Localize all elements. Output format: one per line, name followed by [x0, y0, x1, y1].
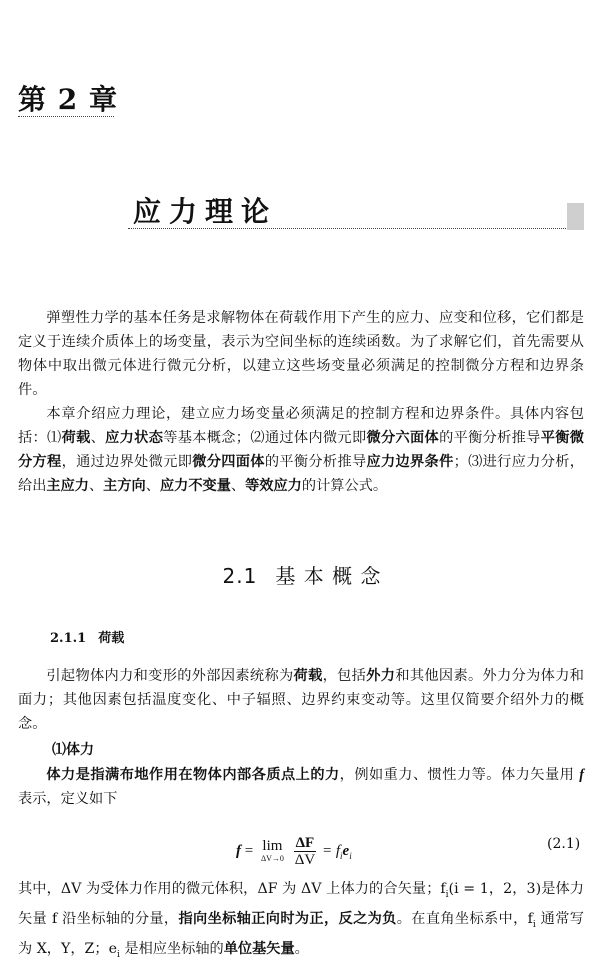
text: 、 [145, 478, 160, 494]
explain-paragraph [18, 877, 584, 966]
item-body-force: ⑴体力 [52, 742, 94, 758]
text: 的平衡分析推导 [439, 430, 541, 446]
term-equilibrium-equations: 平衡微分方程 [18, 430, 584, 470]
intro-paragraph-1: 弹塑性力学的基本任务是求解物体在荷载作用下产生的应力、应变和位移，它们都是定义于连续介质体上的场变量，表示为空间坐标的连续函数。为了求解它们，首先需要从物体中取出微元体进行微元分析，以建立这些场变量必须满足的控制微分方程和边界条件。 [18, 310, 584, 398]
body-force-text [18, 763, 584, 811]
text: 本章介绍应力理论，建立应力场变量必须满足的控制方程和边界条件。具体内容包括：⑴ [18, 406, 584, 446]
term-load: 荷载 [61, 430, 91, 446]
sub: i [116, 949, 120, 960]
sub: i [532, 919, 536, 930]
explain-text [18, 877, 584, 966]
text: 其中，ΔV 为受体力作用的微元体积，ΔF 为 ΔV 上体力的合矢量；f [18, 881, 446, 897]
body-force-definition: 体力是指满布地作用在物体内部各质点上的力 [46, 767, 340, 783]
title-rule [128, 228, 576, 229]
text: 和其他因素。外力分为体力和面力；其他因素包括温度变化、中子辐照、边界约束变动等。这里仅简要介绍外力的概念。 [18, 668, 584, 732]
term-external-force: 外力 [366, 668, 396, 684]
equation-number: (2.1) [547, 836, 581, 852]
term-stress-state: 应力状态 [105, 430, 164, 446]
section-title: 基 本 概 念 [275, 564, 382, 588]
sign-convention: 指向坐标轴正向时为正，反之为负 [178, 910, 397, 927]
formula-lhs: f [236, 842, 241, 859]
text: 。在直角坐标系中，f [396, 910, 533, 927]
loads-paragraph [18, 664, 584, 736]
text: ，例如重力、惯性力等。体力矢量用 [339, 767, 580, 783]
formula-limit [261, 839, 284, 864]
term-principal-stress: 主应力 [46, 478, 89, 494]
intro-text [18, 306, 584, 498]
text: ，包括 [322, 668, 367, 684]
equation-2-1: f = lim ΔV→0 $\frac{\Delta F}{\Delta V}$ = $f_ie_i$ [236, 835, 352, 868]
term-load: 荷载 [293, 668, 323, 684]
text: 。 [294, 940, 309, 957]
text: (i = 1，2，3)是体力矢量 f 沿坐标轴的分量， [18, 881, 584, 927]
formula-basis-sub: i [349, 850, 352, 861]
chapter-rule [18, 116, 114, 117]
text: 的平衡分析推导 [264, 454, 367, 470]
symbol-f: f [579, 767, 584, 783]
chapter-label: 第 2 章 [18, 83, 118, 116]
sub: i [445, 889, 449, 900]
term-invariants: 应力不变量 [159, 478, 231, 494]
chapter-title: 应力理论 [133, 195, 278, 228]
term-hexahedron: 微分六面体 [366, 430, 440, 446]
fraction-numerator: ΔF [295, 835, 315, 851]
lim-text: lim [262, 838, 283, 854]
subsection-number: 2.1.1 [50, 631, 87, 646]
intro-paragraph-2 [18, 402, 584, 498]
title-decor-block [567, 203, 584, 230]
formula-fraction [294, 835, 317, 868]
formula-basis: e [342, 842, 350, 859]
fraction-denominator: ΔV [294, 852, 316, 868]
text: 表示，定义如下 [18, 791, 118, 807]
text: 、 [230, 478, 246, 494]
text: 、 [90, 430, 106, 446]
section-number: 2.1 [222, 564, 258, 588]
subsection-heading [50, 627, 124, 646]
term-tetrahedron: 微分四面体 [192, 454, 265, 470]
text: 等基本概念；⑵通过体内微元即 [163, 430, 367, 446]
subsection-title: 荷载 [98, 631, 125, 646]
text: 是相应坐标轴的 [119, 940, 224, 957]
text: ，通过边界处微元即 [61, 454, 193, 470]
term-principal-direction: 主方向 [103, 478, 146, 494]
term-equivalent-stress: 等效应力 [245, 478, 302, 494]
formula-rhs-sub: i [340, 850, 343, 861]
text: 引起物体内力和变形的外部因素统称为 [46, 668, 294, 684]
text: 通常写为 X，Y，Z；e [18, 910, 584, 957]
term-boundary-conditions: 应力边界条件 [366, 454, 454, 470]
section-heading [0, 560, 604, 589]
lim-sub: ΔV→0 [260, 854, 284, 863]
formula-rhs: = f [321, 842, 341, 859]
body-force-paragraph [18, 763, 584, 811]
loads-text [18, 664, 584, 736]
text: 的计算公式。 [301, 478, 388, 494]
text: ；⑶进行应力分析，给出 [18, 454, 584, 494]
term-unit-basis: 单位基矢量 [223, 940, 295, 957]
text: 、 [88, 478, 104, 494]
